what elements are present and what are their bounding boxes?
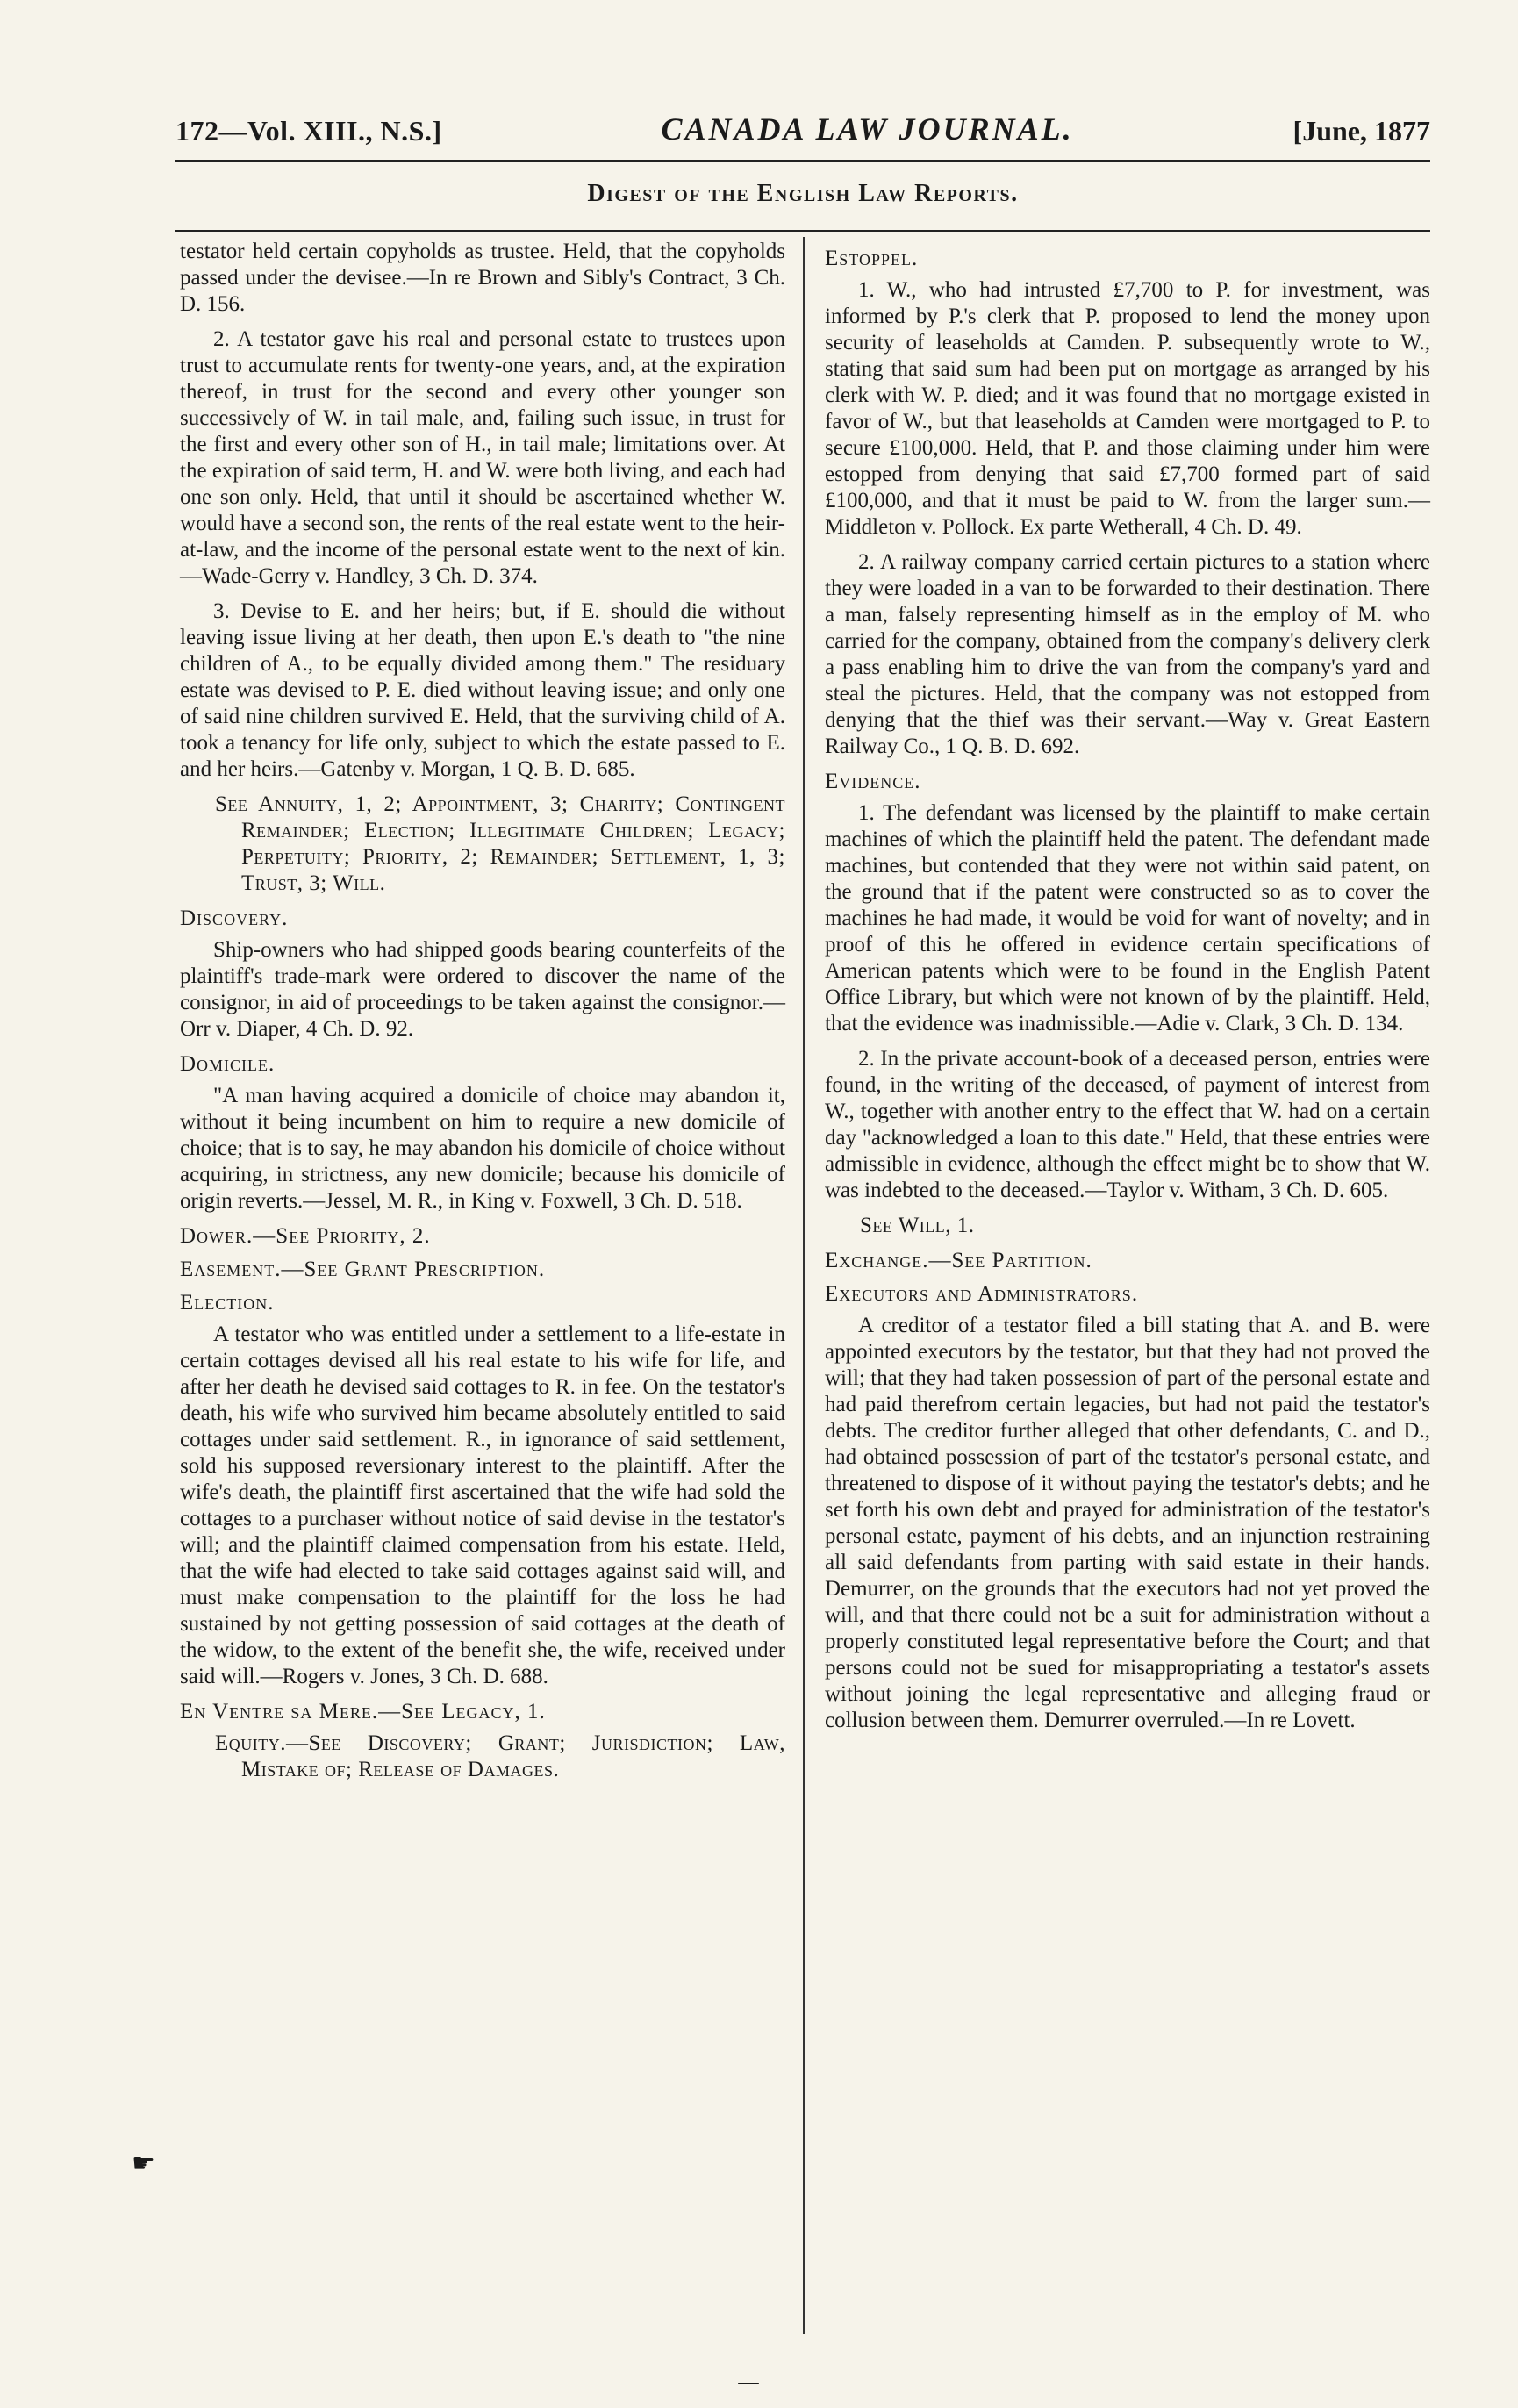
digest-heading: Evidence.	[825, 770, 921, 793]
section-title: Digest of the English Law Reports.	[587, 180, 1019, 207]
digest-entry: 1. W., who had intrusted £7,700 to P. for investment, was informed by P.'s clerk that P. proposed to lend the money upon security of leaseholds at Camden. P. subsequently wrote to W., stating that said sum had been put on mortgage as arranged by his clerk with W. P. died; and it was found that no mortgage existed in favor of W., but that leaseholds at Camden were mortgaged to P. to secure £100,000. Held, that P. and those claiming under him were estopped from denying that said £7,700 formed part of said £100,000, and that it must be paid to W. from the larger sum.—Middleton v. Pollock. Ex parte Wetherall, 4 Ch. D. 49.	[825, 278, 1430, 539]
journal-title: CANADA LAW JOURNAL.	[661, 111, 1074, 147]
digest-heading: Election.	[180, 1291, 275, 1315]
section-rule	[175, 230, 1430, 232]
digest-heading: Domicile.	[180, 1052, 276, 1076]
digest-entry: 3. Devise to E. and her heirs; but, if E. should die without leaving issue living at her death, then upon E.'s death to "the nine children of A., to be equally divided among them." The residuary estate was devised to P. E. died without leaving issue; and only one of said nine children survived E. Held, that the surviving child of A. took a tenancy for life only, subject to which the estate passed to E. and her heirs.—Gatenby v. Morgan, 1 Q. B. D. 685.	[180, 599, 785, 781]
digest-entry: "A man having acquired a domicile of choice may abandon it, without it being incumbent on him to require a new domicile of choice; that is to say, he may abandon his domicile of choice without acquiring, in strictness, any new domicile; because his domicile of origin reverts.—Jessel, M. R., in King v. Foxwell, 3 Ch. D. 518.	[180, 1084, 785, 1213]
cross-reference: See Annuity, 1, 2; Appointment, 3; Charity; Contingent Remainder; Election; Illegitimate Children; Legacy; Perpetuity; Priority, 2; Remainder; Settlement, 1, 3; Trust, 3; Will.	[215, 792, 785, 895]
issue-date: [June, 1877	[1292, 115, 1430, 147]
digest-entry: A testator who was entitled under a settlement to a life-estate in certain cottages devised all his real estate to his wife for life, and after her death he devised said cottages to R. in fee. On the testator's death, his wife who survived him became absolutely entitled to said cottages under said settlement. R., in ignorance of said settlement, sold his supposed reversionary interest to the plaintiff. After the wife's death, the plaintiff first ascertained that the wife had sold the cottages to a purchaser without notice of said devise in the testator's will; and the plaintiff claimed compensation from his estate. Held, that the wife had elected to take said cottages against said will, and must make compensation to the plaintiff for the loss he had sustained by not getting possession of said cottages at the death of the widow, to the extent of the benefit she, the wife, received under said will.—Rogers v. Jones, 3 Ch. D. 688.	[180, 1322, 785, 1688]
page-header	[175, 95, 1430, 147]
left-column	[180, 239, 785, 1792]
digest-entry: Ship-owners who had shipped goods bearing counterfeits of the plaintiff's trade-mark were ordered to discover the name of the consignor, in aid of proceedings to be taken against the consignor.—Orr v. Diaper, 4 Ch. D. 92.	[180, 938, 785, 1041]
digest-heading: Executors and Administrators.	[825, 1282, 1139, 1306]
digest-heading: En Ventre sa Mere.—See Legacy, 1.	[180, 1700, 546, 1724]
digest-entry: testator held certain copyholds as trustee. Held, that the copyholds passed under the devisee.—In re Brown and Sibly's Contract, 3 Ch. D. 156.	[180, 240, 785, 316]
column-divider	[803, 237, 805, 2334]
margin-pointer-mark: ☛	[132, 2148, 155, 2179]
digest-heading: Exchange.—See Partition.	[825, 1249, 1092, 1272]
digest-entry: 2. A testator gave his real and personal estate to trustees upon trust to accumulate rents for twenty-one years, and, at the expiration thereof, in trust for the second and every other younger son successively of W. in tail male, and, failing such issue, in trust for the first and every other son of H., in tail male; limitations over. At the expiration of said term, H. and W. were both living, and each had one son only. Held, that until it should be ascertained whether W. would have a second son, the rents of the real estate went to the heir-at-law, and the income of the personal estate went to the next of kin.—Wade-Gerry v. Handley, 3 Ch. D. 374.	[180, 327, 785, 588]
digest-entry: 1. The defendant was licensed by the plaintiff to make certain machines of which the plaintiff held the patent. The defendant made machines, but contended that they were not within said patent, on the ground that if the patent were constructed so as to cover the machines he had made, it would be void for want of novelty; and in proof of this he offered in evidence certain specifications of American patents which were to be found in the English Patent Office Library, but which were not known of by the plaintiff. Held, that the evidence was inadmissible.—Adie v. Clark, 3 Ch. D. 134.	[825, 801, 1430, 1036]
volume-label: 172—Vol. XIII., N.S.]	[175, 115, 442, 147]
page-bottom-mark: —	[737, 2369, 760, 2396]
cross-reference: See Will, 1.	[860, 1214, 975, 1237]
digest-entry: 2. A railway company carried certain pictures to a station where they were loaded in a van to be forwarded to their destination. There a man, falsely representing himself as in the employ of M. who carried for the company, obtained from the company's delivery clerk a pass enabling him to drive the van from the company's yard and steal the pictures. Held, that the company was not estopped from denying that the thief was their servant.—Way v. Great Eastern Railway Co., 1 Q. B. D. 692.	[825, 550, 1430, 758]
digest-heading: Easement.—See Grant Prescription.	[180, 1258, 546, 1281]
cross-reference: Equity.—See Discovery; Grant; Jurisdiction; Law, Mistake of; Release of Damages.	[215, 1731, 785, 1781]
header-rule	[175, 160, 1430, 162]
digest-heading: Discovery.	[180, 907, 289, 930]
digest-heading: Estoppel.	[825, 247, 919, 270]
digest-heading: Dower.—See Priority, 2.	[180, 1224, 431, 1248]
digest-entry: A creditor of a testator filed a bill stating that A. and B. were appointed executors by the testator, but that they had not proved the will; that they had taken possession of part of the personal estate and had paid therefrom certain legacies, but had not paid the testator's debts. The creditor further alleged that other defendants, C. and D., had obtained possession of part of the testator's personal estate, and threatened to dispose of it without paying the testator's debts; and he set forth his own debt and prayed for administration of the testator's personal estate, payment of his debts, and an injunction restraining all said defendants from parting with said estate in their hands. Demurrer, on the grounds that the executors had not yet proved the will, and that there could not be a suit for administration without a properly constituted legal representative before the Court; and that persons could not be sued for misappropriating a testator's assets without joining the legal representative and alleging fraud or collusion between them. Demurrer overruled.—In re Lovett.	[825, 1314, 1430, 1732]
digest-entry: 2. In the private account-book of a deceased person, entries were found, in the writing of the deceased, of payment of interest from W., together with another entry to the effect that W. had on a certain day "acknowledged a loan to this date." Held, that these entries were admissible in evidence, although the effect might be to show that W. was indebted to the deceased.—Taylor v. Witham, 3 Ch. D. 605.	[825, 1047, 1430, 1202]
right-column	[825, 239, 1430, 1743]
